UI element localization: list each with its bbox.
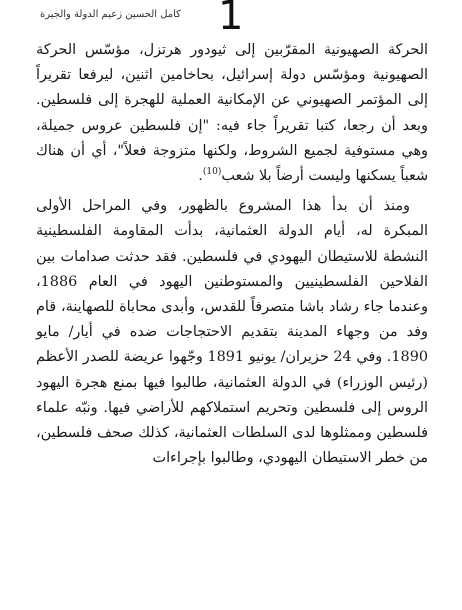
- paragraph-1-text: الحركة الصهيونية المقرّبين إلى ثيودور هرتزل، مؤسّس الحركة الصهيونية ومؤسّس دولة إسرائيل، بحاخامين اثنين، ليرفعا تقريراً إلى المؤتمر الصهيوني عن الإمكانية العملية للهجرة إلى فلسطين. وبعد أن رجعا، كتبا تقريراً جاء فيه: "إن فلسطين عروس جميلة، وهي مستوفية لجميع الشروط، ولكنها متزوجة فعلاً"، أي أن هناك شعباً يسكنها وليست أرضاً بلا شعب: [36, 42, 428, 185]
- paragraph-2: ومنذ أن بدأ هذا المشروع بالظهور، وفي المراحل الأولى المبكرة له، أيام الدولة العثمانية، بدأت المقاومة الفلسطينية النشطة للاستيطان اليهودي في فلسطين. فقد حدثت صدامات بين الفلاحين الفلسطينيين والمستوطنين اليهود في العام 1886، وعندما جاء رشاد باشا متصرفاً للقدس، وأبدى محاباة للصهاينة، قام وفد من وجهاء المدينة بتقديم الاحتجاجات ضده في أيار/ مايو 1890. وفي 24 حزيران/ يونيو 1891 وجّهوا عريضة للصدر الأعظم (رئيس الوزراء) في الدولة العثمانية، طالبوا فيها بمنع هجرة اليهود الروس إلى فلسطين وتحريم استملاكهم للأراضي فيها. ونبّه علماء فلسطين وممثلوها لدى السلطات العثمانية، كذلك صحف فلسطين، من خطر الاستيطان اليهودي، وطالبوا بإجراءات: [36, 198, 429, 467]
- running-header: كامل الحسين زعيم الدولة والجيرة: [40, 9, 181, 20]
- paragraph-1-end: .: [198, 168, 203, 185]
- footnote-reference: (10): [202, 167, 222, 178]
- page-number: 1: [218, 0, 244, 39]
- paragraph-1: [36, 38, 428, 189]
- body-text: [36, 38, 428, 471]
